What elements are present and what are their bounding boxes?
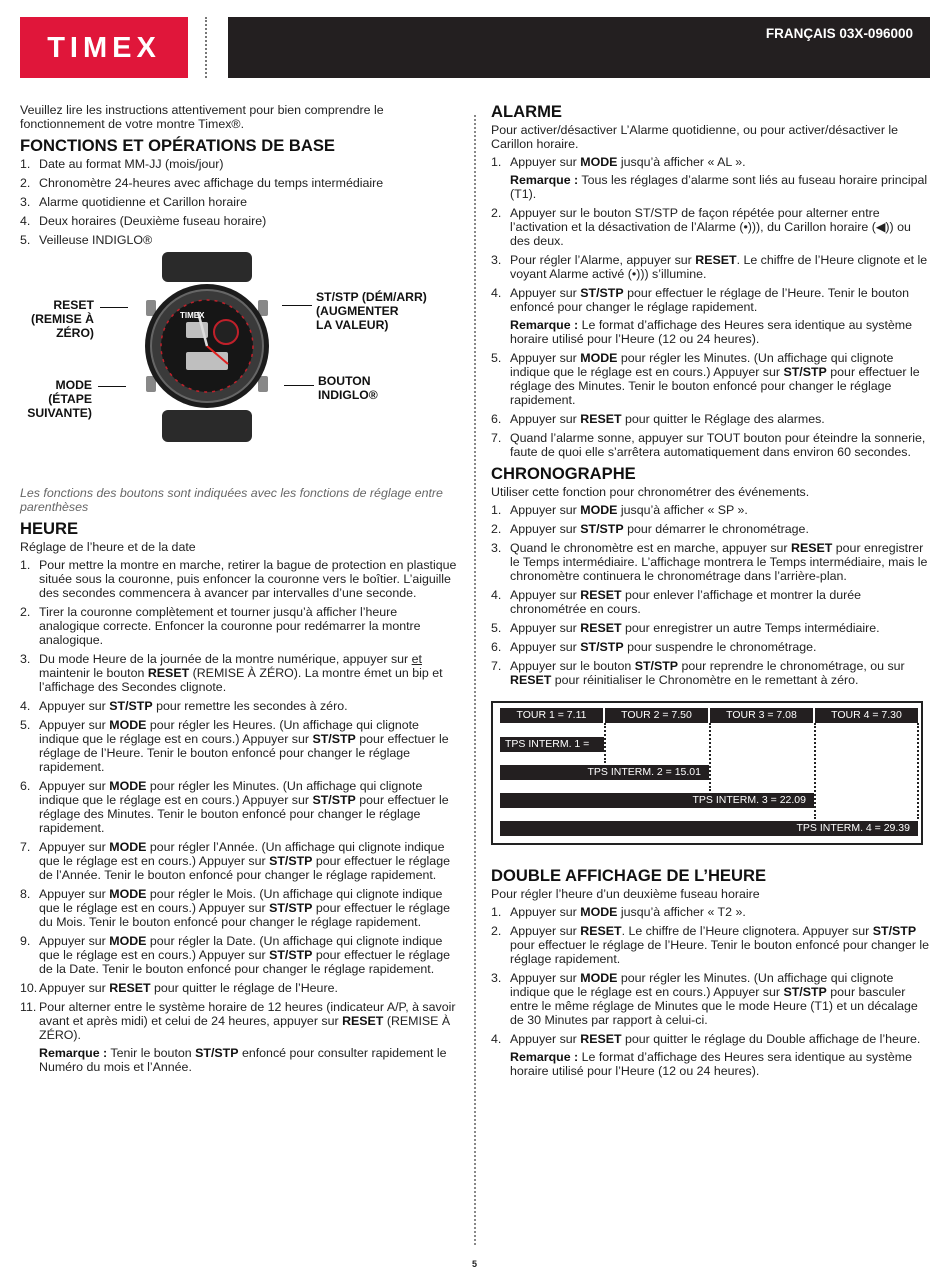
item-text: Appuyer sur ST/STP pour démarrer le chronométrage.	[510, 522, 809, 536]
watch-figure	[20, 252, 458, 474]
item-note: Remarque : Le format d’affichage des Heures sera identique au système horaire utilisé pour l’Heure (12 ou 24 heures).	[510, 1050, 912, 1078]
list-item	[491, 351, 931, 407]
heure-title: HEURE	[20, 519, 79, 538]
item-number: 3.	[20, 195, 31, 209]
split-3: TPS INTERM. 3 = 22.09	[500, 793, 814, 808]
list-item	[20, 887, 458, 929]
dual-subtitle: Pour régler l’heure d’un deuxième fuseau horaire	[491, 887, 760, 901]
list-item	[20, 840, 458, 882]
list-item	[491, 905, 931, 919]
list-item	[20, 981, 458, 995]
list-item	[491, 503, 931, 517]
list-item	[20, 652, 458, 694]
chrono-list	[491, 503, 931, 687]
list-item	[491, 155, 931, 201]
split-1: TPS INTERM. 1 = 7.11	[500, 737, 604, 752]
item-text: Appuyer sur RESET pour enlever l’affichage et montrer la durée chronométrée en cours.	[510, 588, 862, 616]
document-title: FRANÇAIS 03X-096000	[765, 26, 913, 41]
lap-4: TOUR 4 = 7.30	[815, 708, 918, 723]
item-text: Appuyer sur MODE jusqu’à afficher « T2 ».	[510, 905, 746, 919]
split-4: TPS INTERM. 4 = 29.39	[500, 821, 918, 836]
item-number: 8.	[20, 887, 31, 901]
leader-line-ststp	[282, 305, 312, 306]
item-number: 1.	[20, 558, 31, 572]
item-text: Appuyer sur ST/STP pour effectuer le réglage de l’Heure. Tenir le bouton enfoncé pour changer le réglage rapidement.	[510, 286, 910, 314]
item-text: Appuyer sur MODE pour régler la Date. (Un affichage qui clignote indique que le réglage est en cours.) Appuyer sur ST/STP pour effectuer le réglage de la Date. Tenir le bouton enfoncé pour changer le réglage rapidement.	[39, 934, 450, 976]
list-item	[20, 718, 458, 774]
item-number: 5.	[491, 621, 502, 635]
item-number: 4.	[491, 1032, 502, 1046]
timex-logo: TIMEX	[20, 17, 188, 78]
item-number: 2.	[491, 206, 502, 220]
heure-subtitle: Réglage de l’heure et de la date	[20, 540, 196, 554]
list-item	[491, 971, 931, 1027]
item-number: 6.	[20, 779, 31, 793]
item-text: Tirer la couronne complètement et tourner jusqu’à afficher l’heure analogique correcte. Enfoncer la couronne pour redémarrer la montre analogique.	[39, 605, 421, 647]
item-text: Appuyer sur MODE pour régler les Heures. (Un affichage qui clignote indique que le réglage est en cours.) Appuyer sur ST/STP pour effectuer le réglage de l’Heure. Tenir le bouton enfoncé pour changer le réglage rapidement.	[39, 718, 449, 774]
item-text: Pour régler l’Alarme, appuyer sur RESET. Le chiffre de l’Heure clignote et le voyant Alarme activé (•))) s’illumine.	[510, 253, 928, 281]
leader-line-mode	[98, 386, 126, 387]
watch-illustration	[128, 252, 286, 442]
item-number: 7.	[491, 659, 502, 673]
list-item	[20, 195, 458, 209]
figure-caption: Les fonctions des boutons sont indiquées avec les fonctions de réglage entre parenthèses	[20, 486, 443, 514]
list-item	[491, 621, 931, 635]
item-text: Appuyer sur MODE pour régler les Minutes. (Un affichage qui clignote indique que le réglage est en cours.) Appuyer sur ST/STP pour effectuer le réglage des Minutes. Tenir le bouton enfoncé pour changer le réglage rapidement.	[510, 351, 920, 407]
item-text: Appuyer sur le bouton ST/STP de façon répétée pour alterner entre l’activation et la désactivation de l’Alarme (•))), du Carillon horaire (◀)) ou des deux.	[510, 206, 911, 248]
page-number: 5	[472, 1259, 478, 1269]
item-number: 5.	[20, 233, 31, 247]
list-item	[20, 176, 458, 190]
item-number: 3.	[491, 541, 502, 555]
list-item	[20, 699, 458, 713]
item-text: Appuyer sur ST/STP pour remettre les secondes à zéro.	[39, 699, 348, 713]
item-number: 6.	[491, 412, 502, 426]
item-text: Quand le chronomètre est en marche, appuyer sur RESET pour enregistrer le Temps intermédiaire. L’affichage montrera le Temps intermédiaire, mais le chronomètre continuera le chronométrage dans l’arrière-plan.	[510, 541, 928, 583]
label-reset: RESET (REMISE À ZÉRO)	[31, 298, 94, 340]
list-item	[491, 286, 931, 346]
list-item	[491, 522, 931, 536]
dual-list	[491, 905, 931, 1078]
item-number: 3.	[20, 652, 31, 666]
alarme-list	[491, 155, 931, 459]
item-text: Appuyer sur MODE pour régler l’Année. (Un affichage qui clignote indique que le réglage est en cours.) Appuyer sur ST/STP pour effectuer le réglage de l’Année. Tenir le bouton enfoncé pour changer le réglage rapidement.	[39, 840, 450, 882]
item-text: Pour mettre la montre en marche, retirer la bague de protection en plastique située sous la couronne, puis enfoncer la couronne vers le boîtier. L’aiguille des secondes commencera à avancer par intervalles d’une seconde.	[39, 558, 457, 600]
item-text: Chronomètre 24-heures avec affichage du temps intermédiaire	[39, 176, 384, 190]
chrono-title: CHRONOGRAPHE	[491, 464, 636, 483]
item-number: 1.	[491, 155, 502, 169]
item-number: 2.	[20, 176, 31, 190]
item-number: 7.	[491, 431, 502, 445]
item-number: 4.	[491, 286, 502, 300]
dual-title: DOUBLE AFFICHAGE DE L’HEURE	[491, 866, 767, 885]
alarme-subtitle: Pour activer/désactiver L’Alarme quotidienne, ou pour activer/désactiver le Carillon horaire.	[491, 123, 899, 151]
item-number: 1.	[491, 905, 502, 919]
item-number: 3.	[491, 253, 502, 267]
item-text: Appuyer sur ST/STP pour suspendre le chronométrage.	[510, 640, 817, 654]
list-item	[491, 924, 931, 966]
header-divider	[205, 17, 207, 78]
list-item	[491, 412, 931, 426]
lap-1: TOUR 1 = 7.11	[500, 708, 603, 723]
item-number: 5.	[20, 718, 31, 732]
item-text: Appuyer sur MODE pour régler les Minutes. (Un affichage qui clignote indique que le réglage est en cours.) Appuyer sur ST/STP pour effectuer le réglage des Minutes. Tenir le bouton enfoncé pour changer le réglage rapidement.	[39, 779, 449, 835]
list-item	[20, 779, 458, 835]
label-mode: MODE (ÉTAPE SUIVANTE)	[27, 378, 92, 420]
label-indiglo: BOUTON INDIGLO®	[318, 374, 378, 402]
right-column	[491, 103, 931, 1083]
item-number: 2.	[20, 605, 31, 619]
list-item	[491, 253, 931, 281]
list-item	[491, 206, 931, 248]
list-item	[491, 541, 931, 583]
divider-lap-2	[709, 723, 711, 791]
item-text: Quand l’alarme sonne, appuyer sur TOUT bouton pour éteindre la sonnerie, faute de quoi elle s’arrêtera automatiquement dans environ 60 secondes.	[510, 431, 926, 459]
list-item	[20, 1000, 458, 1074]
list-item	[20, 233, 458, 247]
list-item	[491, 588, 931, 616]
header-bar	[228, 17, 930, 78]
list-item	[20, 214, 458, 228]
item-text: Appuyer sur RESET pour quitter le réglage de l’Heure.	[39, 981, 338, 995]
item-note: Remarque : Le format d’affichage des Heures sera identique au système horaire utilisé pour l’Heure (12 ou 24 heures).	[510, 318, 912, 346]
item-text: Pour alterner entre le système horaire de 12 heures (indicateur A/P, à savoir avant et après midi) et celui de 24 heures, appuyer sur RESET (REMISE À ZÉRO).	[39, 1000, 456, 1042]
lap-3: TOUR 3 = 7.08	[710, 708, 813, 723]
list-item	[20, 558, 458, 600]
leader-line-indiglo	[284, 385, 314, 386]
list-item	[491, 1032, 931, 1078]
item-number: 4.	[20, 699, 31, 713]
column-divider	[474, 115, 476, 1245]
item-text: Appuyer sur RESET pour enregistrer un autre Temps intermédiaire.	[510, 621, 880, 635]
item-text: Deux horaires (Deuxième fuseau horaire)	[39, 214, 267, 228]
item-number: 2.	[491, 522, 502, 536]
lap-split-diagram	[491, 701, 923, 845]
alarme-title: ALARME	[491, 102, 562, 121]
item-text: Appuyer sur MODE jusqu’à afficher « AL ».	[510, 155, 746, 169]
left-column	[20, 103, 458, 1079]
divider-lap-4	[917, 723, 919, 819]
basics-title: FONCTIONS ET OPÉRATIONS DE BASE	[20, 136, 335, 155]
item-note: Remarque : Tenir le bouton ST/STP enfoncé pour consulter rapidement le Numéro du mois et l’Année.	[39, 1046, 447, 1074]
chrono-subtitle: Utiliser cette fonction pour chronométrer des événements.	[491, 485, 810, 499]
basics-list	[20, 157, 458, 247]
item-text: Date au format MM-JJ (mois/jour)	[39, 157, 224, 171]
split-2: TPS INTERM. 2 = 15.01	[500, 765, 709, 780]
item-text: Appuyer sur RESET. Le chiffre de l’Heure clignotera. Appuyer sur ST/STP pour effectuer le réglage de l’Heure. Tenir le bouton enfoncé pour changer le réglage rapidement.	[510, 924, 930, 966]
divider-lap-3	[814, 723, 816, 819]
item-text: Appuyer sur MODE jusqu’à afficher « SP ».	[510, 503, 748, 517]
list-item	[20, 157, 458, 171]
item-text: Alarme quotidienne et Carillon horaire	[39, 195, 248, 209]
dial-brand: TIMEX	[180, 311, 205, 320]
divider-lap-1	[604, 723, 606, 763]
item-number: 5.	[491, 351, 502, 365]
item-text: Appuyer sur RESET pour quitter le réglage du Double affichage de l’heure.	[510, 1032, 921, 1046]
list-item	[491, 640, 931, 654]
item-text: Appuyer sur MODE pour régler les Minutes. (Un affichage qui clignote indique que le réglage est en cours.) Appuyer sur ST/STP pour basculer entre le même réglage de Minutes que le mode Heure (T1) et un décalage de 30 Minutes par rapport à celui-ci.	[510, 971, 918, 1027]
item-number: 10.	[20, 981, 38, 995]
item-number: 4.	[20, 214, 31, 228]
item-text: Appuyer sur le bouton ST/STP pour reprendre le chronométrage, ou sur RESET pour réinitialiser le Chronomètre en le remettant à zéro.	[510, 659, 905, 687]
list-item	[491, 659, 931, 687]
item-number: 1.	[491, 503, 502, 517]
item-number: 1.	[20, 157, 31, 171]
label-ststp: ST/STP (DÉM/ARR) (AUGMENTER LA VALEUR)	[316, 290, 427, 332]
heure-list	[20, 558, 458, 1074]
item-text: Veilleuse INDIGLO®	[39, 233, 153, 247]
item-number: 6.	[491, 640, 502, 654]
item-number: 11.	[20, 1000, 37, 1014]
intro-text: Veuillez lire les instructions attentivement pour bien comprendre le fonctionnement de votre montre Timex®.	[20, 103, 384, 131]
item-text: Appuyer sur MODE pour régler le Mois. (Un affichage qui clignote indique que le réglage est en cours.) Appuyer sur ST/STP pour effectuer le réglage du Mois. Tenir le bouton enfoncé pour changer le réglage rapidement.	[39, 887, 450, 929]
list-item	[20, 605, 458, 647]
item-number: 7.	[20, 840, 31, 854]
item-number: 3.	[491, 971, 502, 985]
item-text: Du mode Heure de la journée de la montre numérique, appuyer sur et maintenir le bouton RESET (REMISE À ZÉRO). La montre émet un bip et l’affichage des Secondes clignote.	[39, 652, 443, 694]
item-text: Appuyer sur RESET pour quitter le Réglage des alarmes.	[510, 412, 825, 426]
item-number: 2.	[491, 924, 502, 938]
item-number: 9.	[20, 934, 31, 948]
lap-2: TOUR 2 = 7.50	[605, 708, 708, 723]
item-note: Remarque : Tous les réglages d’alarme sont liés au fuseau horaire principal (T1).	[510, 173, 928, 201]
list-item	[20, 934, 458, 976]
leader-line-reset	[100, 307, 128, 308]
item-number: 4.	[491, 588, 502, 602]
list-item	[491, 431, 931, 459]
